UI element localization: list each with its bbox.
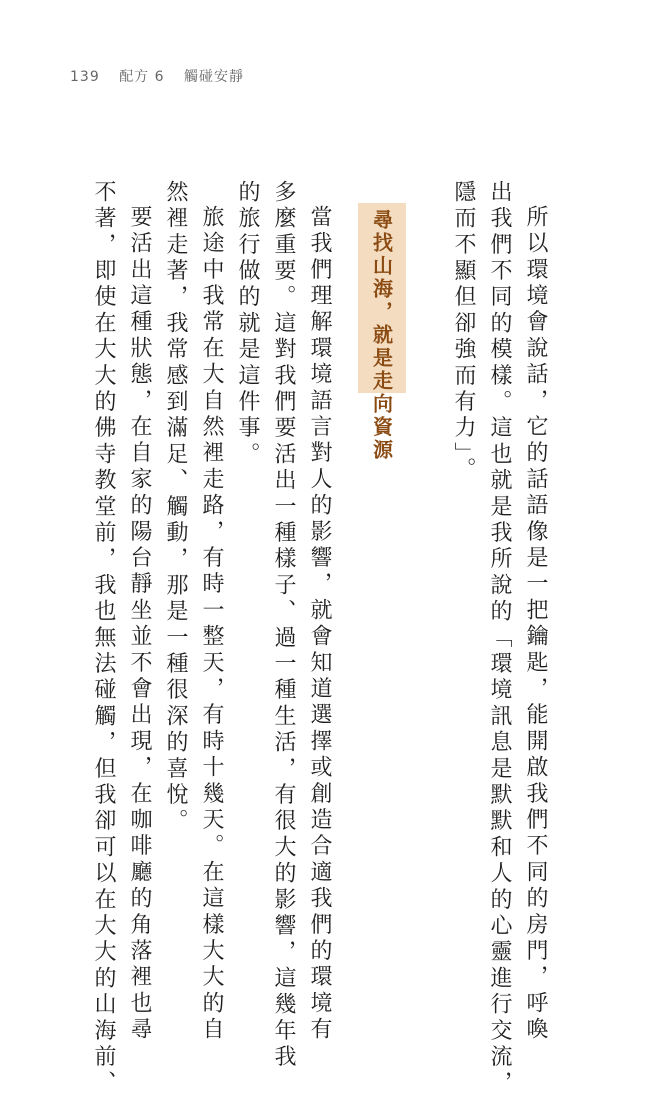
body-line-4: 當我們理解環境語言對人的影響，就會知道選擇或創造合適我們的環境有 [307, 205, 332, 1044]
body-line-8: 然裡走著，我常感到滿足、觸動，那是一種很深的喜悅。 [163, 180, 188, 835]
body-line-6: 的旅行做的就是這件事。 [235, 180, 260, 469]
chapter-label: 配方 6 [119, 69, 165, 85]
body-line-3: 隱而不顯但卻強而有力」。 [451, 180, 476, 484]
body-line-5: 多麼重要。這對我們要活出一種樣子、過一種生活，有很大的影響，這幾年我 [271, 180, 296, 1071]
body-line-9: 要活出這種狀態，在自家的陽台靜坐並不會出現，在咖啡廳的角落裡也尋 [127, 205, 152, 1044]
body-line-7: 旅途中我常在大自然裡走路，有時一整天，有時十幾天。在這樣大大的自 [199, 205, 224, 1044]
body-line-2: 出我們不同的模樣。這也就是我所說的「環境訊息是默默和人的心靈進行交流， [487, 180, 512, 1097]
page-number: 139 [70, 69, 100, 85]
running-header [70, 66, 258, 86]
chapter-title: 觸碰安靜 [184, 69, 244, 85]
subheading-text: 尋找山海，就是走向資源 [369, 209, 394, 462]
body-line-10: 不著，即使在大大的佛寺教堂前，我也無法碰觸，但我卻可以在大大的山海前、 [91, 180, 116, 1097]
body-line-1: 所以環境會說話，它的話語像是一把鑰匙，能開啟我們不同的房門，呼喚 [523, 205, 548, 1044]
subheading-box [358, 203, 406, 462]
